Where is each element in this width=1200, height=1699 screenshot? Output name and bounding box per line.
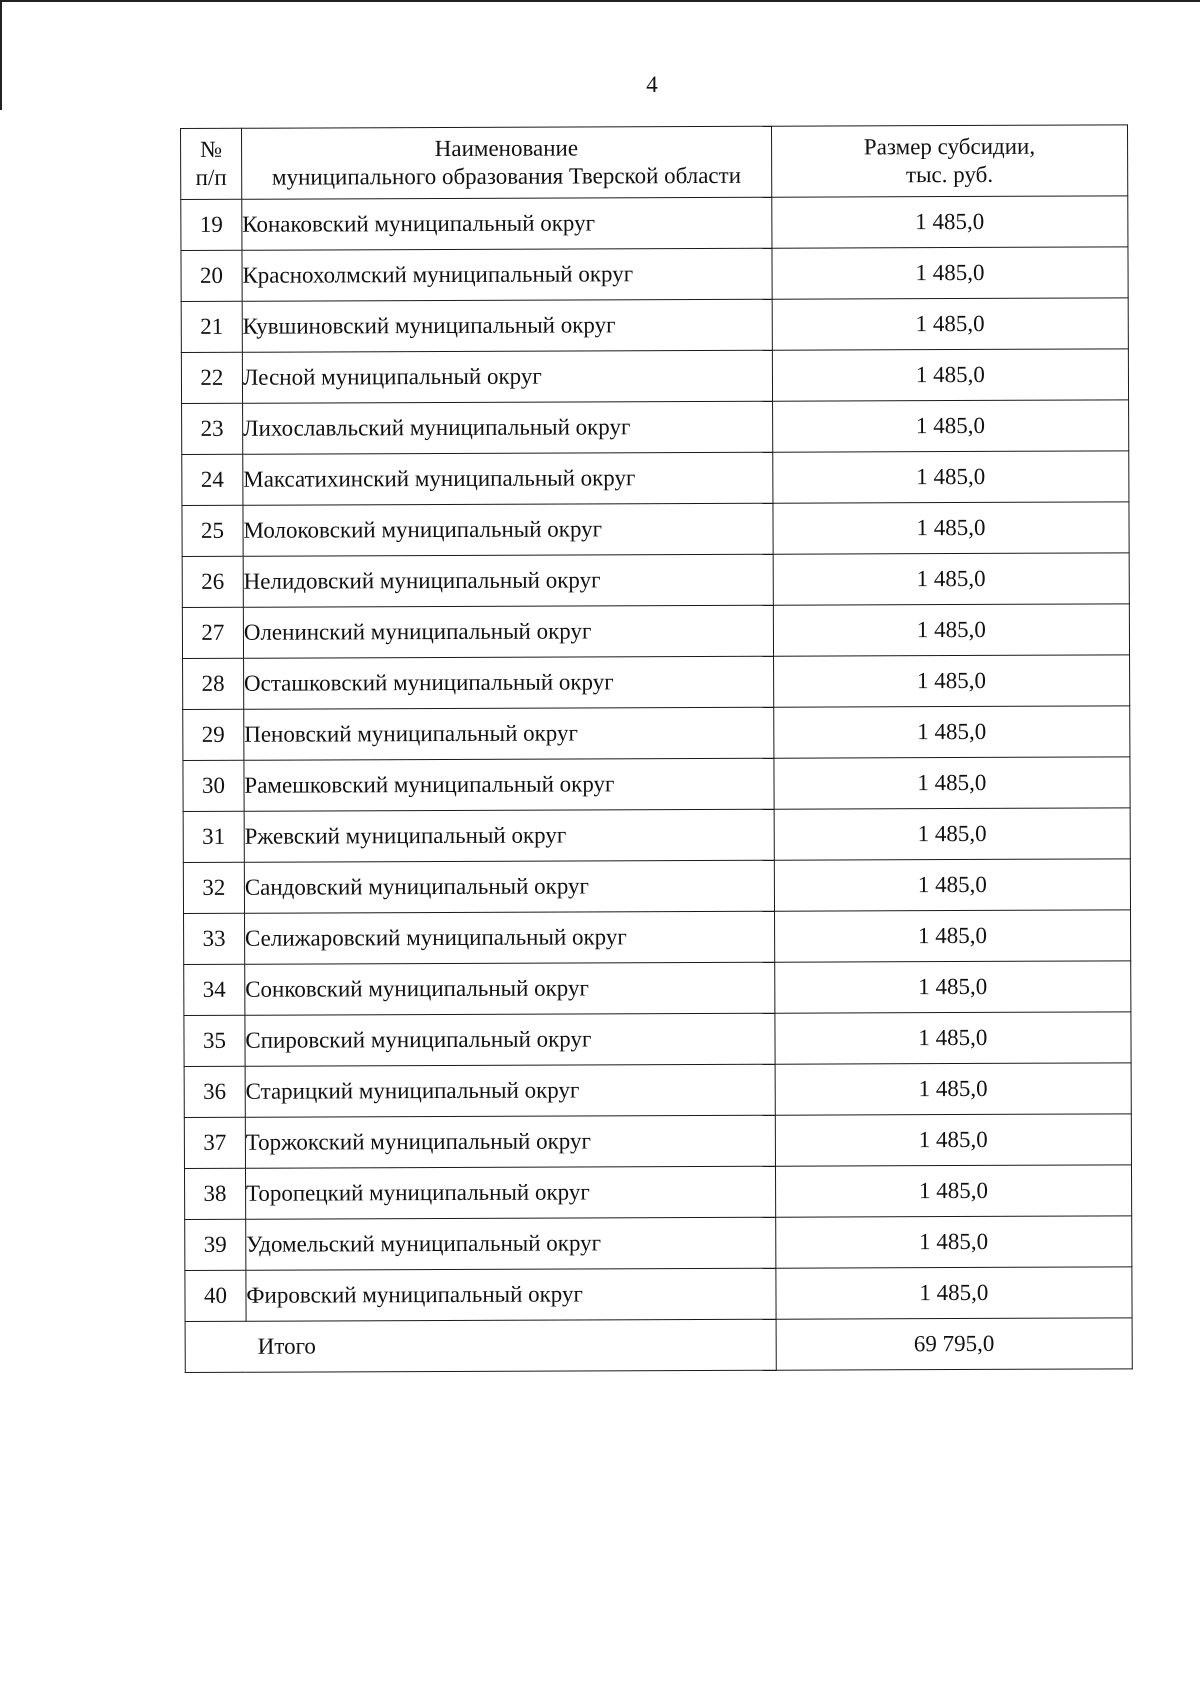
row-number: 27 — [182, 607, 243, 658]
row-number: 37 — [184, 1117, 245, 1168]
row-subsidy-amount: 1 485,0 — [775, 1216, 1131, 1268]
row-municipality-name: Ржевский муниципальный округ — [244, 809, 774, 862]
row-subsidy-amount: 1 485,0 — [775, 1165, 1131, 1217]
row-number: 22 — [181, 352, 242, 403]
row-subsidy-amount: 1 485,0 — [774, 859, 1130, 911]
page-number: 4 — [646, 72, 658, 97]
row-number: 40 — [185, 1270, 246, 1321]
table-row — [185, 1267, 1132, 1322]
header-number-line2: п/п — [195, 164, 227, 190]
row-number: 29 — [183, 709, 244, 760]
table-row — [184, 1165, 1131, 1220]
row-subsidy-amount: 1 485,0 — [773, 604, 1129, 656]
row-municipality-name: Спировский муниципальный округ — [245, 1013, 775, 1066]
header-amount-line2: тыс. руб. — [905, 161, 994, 188]
row-subsidy-amount: 1 485,0 — [775, 1012, 1131, 1064]
table-row — [184, 1063, 1131, 1118]
row-municipality-name: Оленинский муниципальный округ — [243, 605, 773, 658]
row-municipality-name: Пеновский муниципальный округ — [244, 707, 774, 760]
total-label: Итого — [185, 1319, 776, 1372]
row-municipality-name: Сандовский муниципальный округ — [244, 860, 774, 913]
row-municipality-name: Сонковский муниципальный округ — [245, 962, 775, 1015]
scan-edge-top — [0, 0, 1200, 2]
table-row — [182, 451, 1129, 506]
table-row — [182, 553, 1129, 608]
row-subsidy-amount: 1 485,0 — [773, 502, 1129, 554]
table-row — [183, 706, 1130, 761]
table-row — [182, 502, 1129, 557]
row-municipality-name: Рамешковский муниципальный округ — [244, 758, 774, 811]
row-municipality-name: Нелидовский муниципальный округ — [243, 554, 773, 607]
row-number: 20 — [181, 250, 242, 301]
row-number: 28 — [183, 658, 244, 709]
row-number: 31 — [183, 811, 244, 862]
row-municipality-name: Конаковский муниципальный округ — [242, 197, 772, 250]
header-number-line1: № — [199, 136, 223, 162]
row-number: 19 — [181, 199, 242, 250]
table-row — [183, 808, 1130, 863]
row-municipality-name: Осташковский муниципальный округ — [243, 656, 773, 709]
header-number — [181, 128, 242, 199]
table-row — [184, 1114, 1131, 1169]
row-subsidy-amount: 1 485,0 — [775, 1114, 1131, 1166]
header-name-line2: муниципального образования Тверской области — [271, 162, 742, 190]
total-amount: 69 795,0 — [776, 1318, 1132, 1370]
row-subsidy-amount: 1 485,0 — [775, 1063, 1131, 1115]
row-number: 30 — [183, 760, 244, 811]
row-number: 36 — [184, 1066, 245, 1117]
row-subsidy-amount: 1 485,0 — [773, 553, 1129, 605]
header-amount — [771, 125, 1128, 197]
table-header-row — [181, 125, 1128, 200]
row-municipality-name: Максатихинский муниципальный округ — [243, 452, 773, 505]
row-subsidy-amount: 1 485,0 — [774, 910, 1130, 962]
row-number: 35 — [184, 1015, 245, 1066]
row-subsidy-amount: 1 485,0 — [774, 757, 1130, 809]
row-subsidy-amount: 1 485,0 — [774, 808, 1130, 860]
row-municipality-name: Кувшиновский муниципальный округ — [242, 299, 772, 352]
row-municipality-name: Селижаровский муниципальный округ — [244, 911, 774, 964]
header-amount-line1: Размер субсидии, — [863, 133, 1036, 160]
row-number: 39 — [185, 1219, 246, 1270]
header-name — [241, 126, 771, 199]
row-municipality-name: Удомельский муниципальный округ — [246, 1217, 776, 1270]
row-subsidy-amount: 1 485,0 — [773, 706, 1129, 758]
table-row — [181, 298, 1128, 353]
row-subsidy-amount: 1 485,0 — [773, 451, 1129, 503]
table-row — [181, 349, 1128, 404]
row-number: 33 — [184, 913, 245, 964]
row-municipality-name: Фировский муниципальный округ — [246, 1268, 776, 1321]
row-municipality-name: Краснохолмский муниципальный округ — [242, 248, 772, 301]
row-subsidy-amount: 1 485,0 — [772, 298, 1128, 350]
total-row — [185, 1318, 1132, 1373]
row-number: 34 — [184, 964, 245, 1015]
row-subsidy-amount: 1 485,0 — [776, 1267, 1132, 1319]
row-number: 26 — [182, 556, 243, 607]
row-municipality-name: Лихославльский муниципальный округ — [242, 401, 772, 454]
table-row — [181, 247, 1128, 302]
row-municipality-name: Молоковский муниципальный округ — [243, 503, 773, 556]
row-subsidy-amount: 1 485,0 — [772, 247, 1128, 299]
row-number: 21 — [181, 301, 242, 352]
row-number: 25 — [182, 505, 243, 556]
table-row — [184, 1012, 1131, 1067]
table-row — [184, 961, 1131, 1016]
table-row — [185, 1216, 1132, 1271]
row-subsidy-amount: 1 485,0 — [772, 349, 1128, 401]
subsidy-table — [180, 124, 1133, 1373]
row-subsidy-amount: 1 485,0 — [772, 400, 1128, 452]
row-subsidy-amount: 1 485,0 — [774, 961, 1130, 1013]
scan-edge-left — [0, 0, 2, 110]
row-subsidy-amount: 1 485,0 — [773, 655, 1129, 707]
row-municipality-name: Торжокский муниципальный округ — [245, 1115, 775, 1168]
row-municipality-name: Старицкий муниципальный округ — [245, 1064, 775, 1117]
row-number: 38 — [184, 1168, 245, 1219]
table-row — [183, 655, 1130, 710]
table-body — [181, 196, 1132, 1322]
table-row — [183, 859, 1130, 914]
header-name-line1: Наименование — [434, 135, 579, 162]
table-row — [182, 604, 1129, 659]
row-number: 24 — [182, 454, 243, 505]
row-municipality-name: Торопецкий муниципальный округ — [245, 1166, 775, 1219]
row-number: 23 — [182, 403, 243, 454]
table-row — [181, 196, 1128, 251]
table-row — [183, 757, 1130, 812]
row-subsidy-amount: 1 485,0 — [772, 196, 1128, 248]
row-number: 32 — [183, 862, 244, 913]
table-row — [182, 400, 1129, 455]
table-row — [184, 910, 1131, 965]
row-municipality-name: Лесной муниципальный округ — [242, 350, 772, 403]
